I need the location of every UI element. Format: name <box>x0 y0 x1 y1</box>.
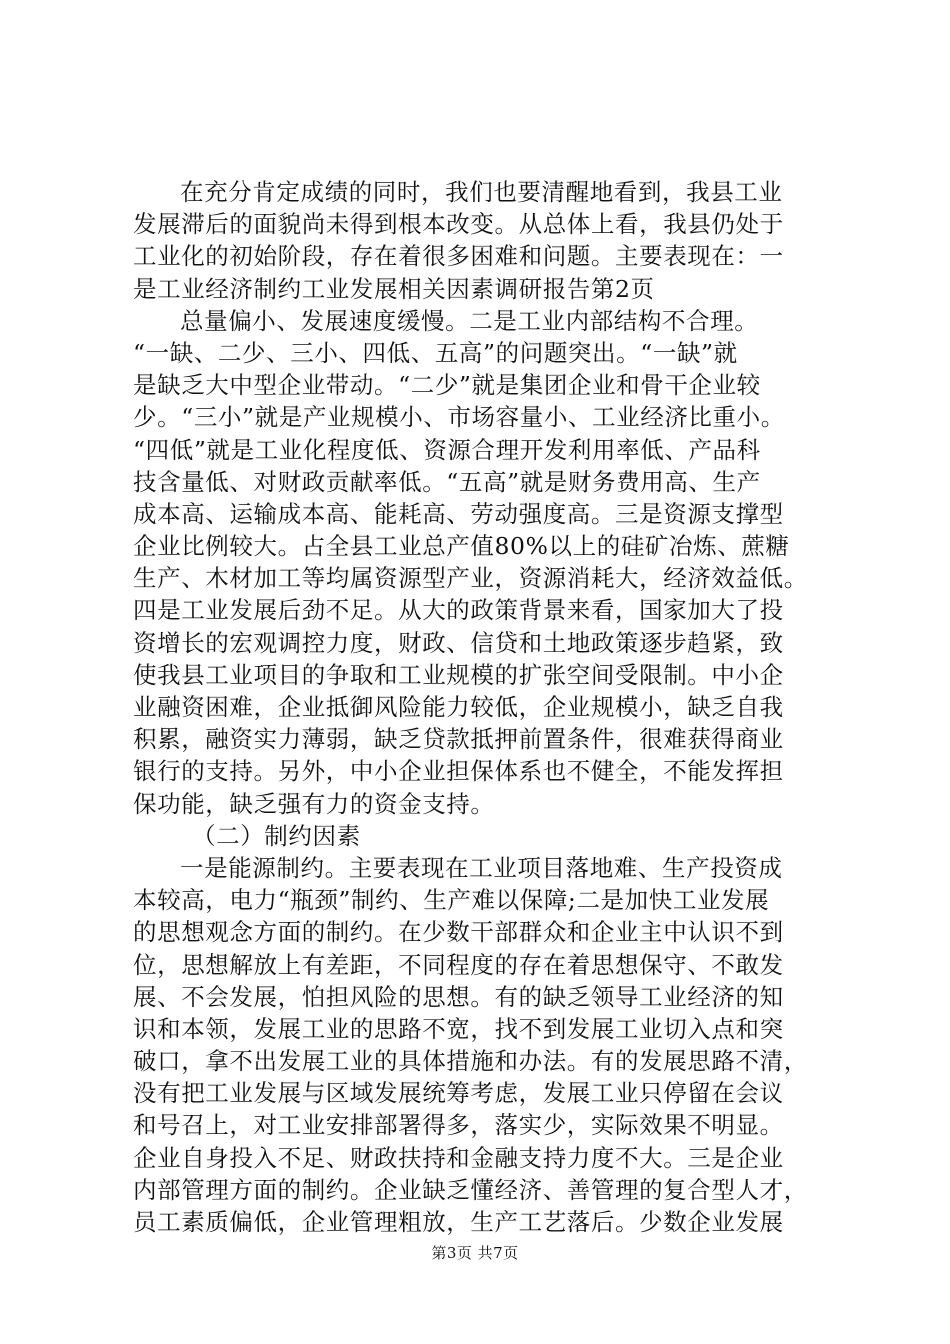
paragraph-line: 一是能源制约。主要表现在工业项目落地难、生产投资成 <box>180 853 783 882</box>
paragraph-line: 是缺乏大中型企业带动。“二少”就是集团企业和骨干企业较 <box>133 371 761 400</box>
paragraph-line: 本较高，电力“瓶颈”制约、生产难以保障;二是加快工业发展 <box>133 886 770 915</box>
paragraph-line: 是工业经济制约工业发展相关因素调研报告第2页 <box>133 274 655 303</box>
paragraph-line: 破口，拿不出发展工业的具体措施和办法。有的发展思路不清， <box>133 1047 808 1076</box>
paragraph-line: 积累，融资实力薄弱，缺乏贷款抵押前置条件，很难获得商业 <box>133 725 784 754</box>
paragraph-line: 少。“三小”就是产业规模小、市场容量小、工业经济比重小。 <box>133 403 785 432</box>
paragraph-line: 企业自身投入不足、财政扶持和金融支持力度不大。三是企业 <box>133 1143 784 1172</box>
paragraph-line: 内部管理方面的制约。企业缺乏懂经济、善管理的复合型人才， <box>133 1175 808 1204</box>
paragraph-line: 保功能，缺乏强有力的资金支持。 <box>133 789 495 818</box>
paragraph-line: “四低”就是工业化程度低、资源合理开发利用率低、产品科 <box>133 435 761 464</box>
paragraph-line: 位，思想解放上有差距，不同程度的存在着思想保守、不敢发 <box>133 950 784 979</box>
paragraph-line: 展、不会发展，怕担风险的思想。有的缺乏领导工业经济的知 <box>133 982 784 1011</box>
paragraph-line: 银行的支持。另外，中小企业担保体系也不健全，不能发挥担 <box>133 757 784 786</box>
paragraph-line: 企业比例较大。占全县工业总产值80%以上的硅矿冶炼、蔗糖 <box>133 532 790 561</box>
paragraph-line: 工业化的初始阶段，存在着很多困难和问题。主要表现在：一 <box>133 242 784 271</box>
paragraph-line: 和号召上，对工业安排部署得多，落实少，实际效果不明显。 <box>133 1111 784 1140</box>
paragraph-line: 在充分肯定成绩的同时，我们也要清醒地看到，我县工业 <box>180 178 783 206</box>
paragraph-line: 员工素质偏低，企业管理粗放，生产工艺落后。少数企业发展 <box>133 1208 784 1236</box>
paragraph-line: 业融资困难，企业抵御风险能力较低，企业规模小，缺乏自我 <box>133 693 784 721</box>
paragraph-line: 技含量低、对财政贡献率低。“五高”就是财务费用高、生产 <box>133 467 761 496</box>
paragraph-line: 没有把工业发展与区域发展统筹考虑，发展工业只停留在会议 <box>133 1079 784 1108</box>
paragraph-line: 生产、木材加工等均属资源型产业，资源消耗大，经济效益低。 <box>133 564 808 593</box>
paragraph-line: 资增长的宏观调控力度，财政、信贷和土地政策逐步趋紧，致 <box>133 628 784 657</box>
paragraph-line: 总量偏小、发展速度缓慢。二是工业内部结构不合理。 <box>180 306 759 335</box>
page-footer: 第3页 共7页 <box>431 1244 519 1262</box>
paragraph-line: 识和本领，发展工业的思路不宽，找不到发展工业切入点和突 <box>133 1014 784 1043</box>
paragraph-line: 的思想观念方面的制约。在少数干部群众和企业主中认识不到 <box>133 918 784 947</box>
paragraph-line: 成本高、运输成本高、能耗高、劳动强度高。三是资源支撑型 <box>133 499 784 528</box>
paragraph-line: “一缺、二少、三小、四低、五高”的问题突出。“一缺”就 <box>133 338 738 367</box>
paragraph-line: 使我县工业项目的争取和工业规模的扩张空间受限制。中小企 <box>133 660 784 689</box>
document-body <box>133 176 833 1238</box>
section-heading: （二）制约因素 <box>192 821 361 850</box>
paragraph-line: 发展滞后的面貌尚未得到根本改变。从总体上看，我县仍处于 <box>133 210 784 239</box>
paragraph-line: 四是工业发展后劲不足。从大的政策背景来看，国家加大了投 <box>133 596 784 625</box>
